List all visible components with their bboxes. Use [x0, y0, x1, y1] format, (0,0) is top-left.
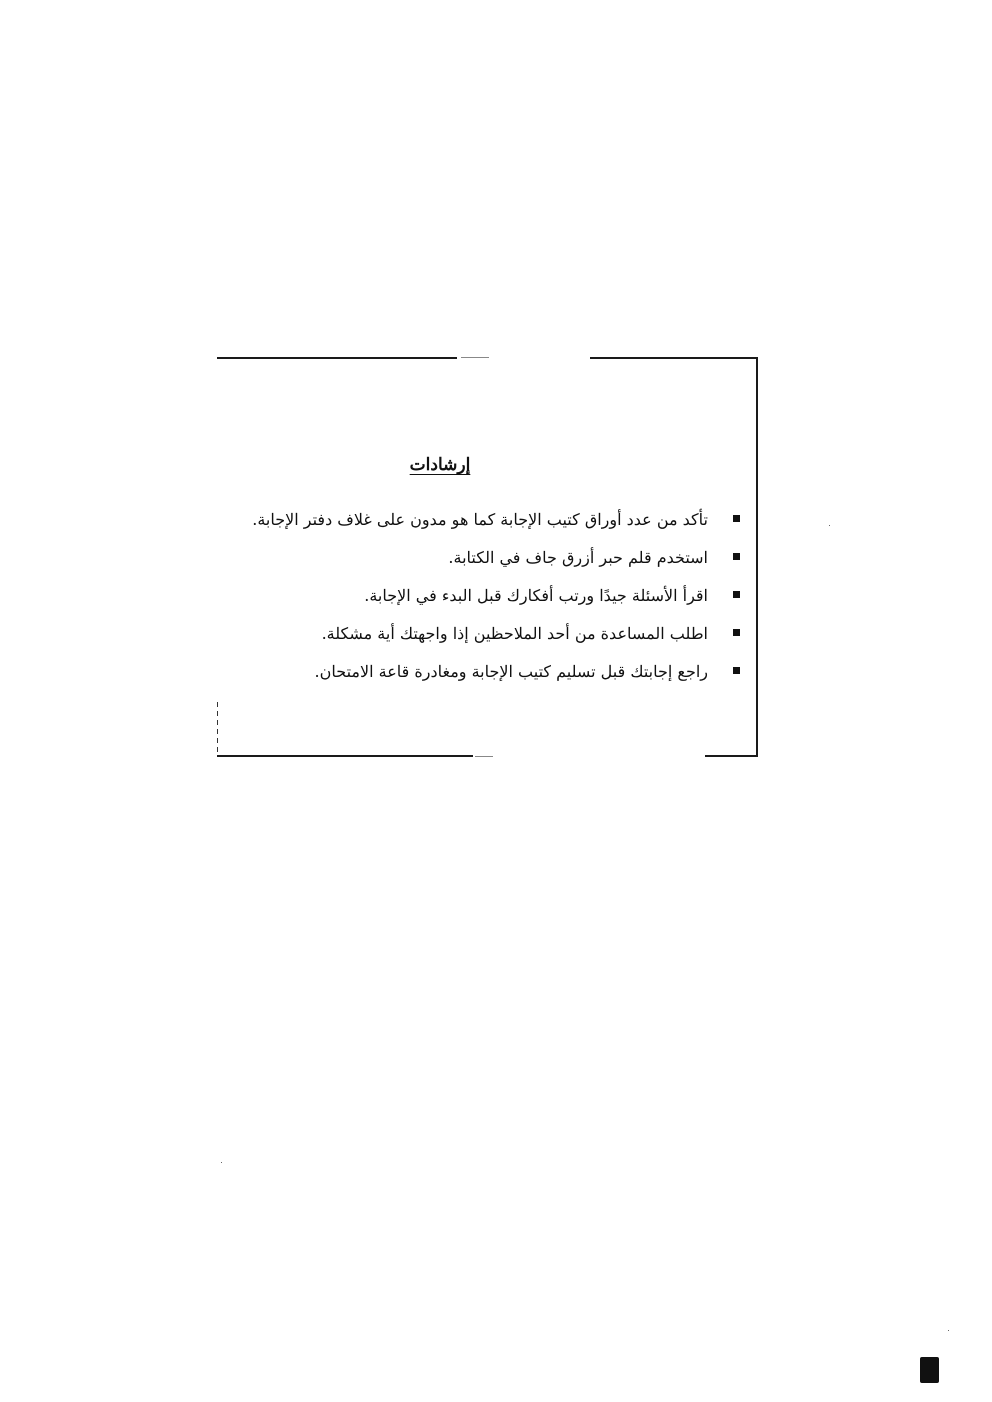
instruction-text: استخدم قلم حبر أزرق جاف في الكتابة. — [448, 548, 708, 567]
box-border-bottom-gap — [475, 756, 493, 757]
box-border-top-gap — [461, 357, 489, 358]
scan-speck — [221, 1162, 222, 1163]
box-border-right — [756, 357, 758, 757]
square-bullet-icon — [733, 591, 740, 598]
instruction-text: اقرأ الأسئلة جيدًا ورتب أفكارك قبل البدء في الإجابة. — [364, 586, 708, 605]
scan-speck — [948, 1330, 949, 1331]
instruction-text: اطلب المساعدة من أحد الملاحظين إذا واجهتك أية مشكلة. — [321, 624, 708, 643]
instruction-item — [237, 505, 740, 543]
square-bullet-icon — [733, 667, 740, 674]
instruction-item — [237, 619, 740, 657]
box-border-top — [590, 357, 758, 359]
scan-speck — [829, 525, 830, 526]
square-bullet-icon — [733, 515, 740, 522]
instructions-title — [217, 455, 758, 475]
box-border-left — [217, 702, 218, 754]
square-bullet-icon — [733, 553, 740, 560]
instructions-title-text: إرشادات — [409, 455, 471, 475]
instruction-item — [237, 657, 740, 695]
instruction-text: راجع إجابتك قبل تسليم كتيب الإجابة ومغادرة قاعة الامتحان. — [314, 662, 708, 681]
instructions-box — [217, 357, 758, 757]
square-bullet-icon — [733, 629, 740, 636]
box-border-bottom — [217, 755, 473, 757]
instruction-item — [237, 543, 740, 581]
page-corner-mark — [920, 1357, 939, 1383]
instruction-item — [237, 581, 740, 619]
box-border-top — [217, 357, 457, 359]
box-border-bottom — [705, 755, 758, 757]
instruction-text: تأكد من عدد أوراق كتيب الإجابة كما هو مدون على غلاف دفتر الإجابة. — [252, 510, 708, 529]
instructions-list — [237, 505, 740, 695]
